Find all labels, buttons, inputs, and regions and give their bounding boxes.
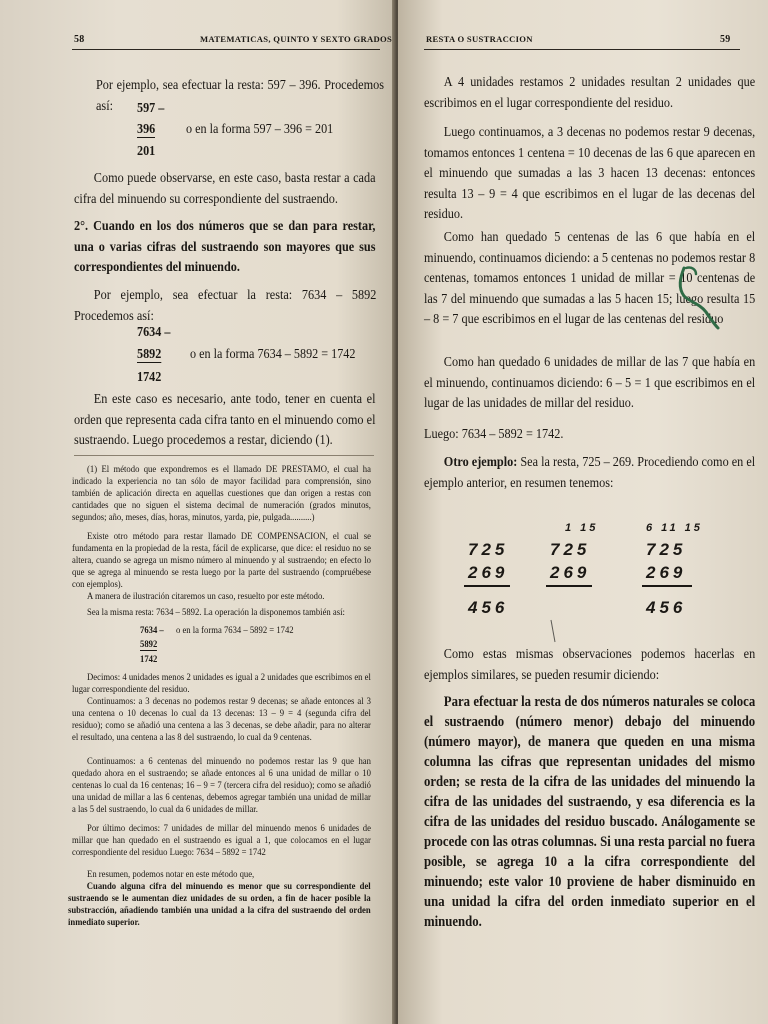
fn-ex-subtrahend: 5892 [140, 638, 157, 651]
sub1-result: 456 [468, 598, 509, 617]
left-header-rule [72, 49, 380, 50]
left-after-ex2: En este caso es necesario, ante todo, tener en cuenta el orden que representa cada cifra tanto en el minuendo como el sustraendo. Luego procedemos a restar, diciendo (1). [74, 391, 376, 447]
left-intro: Por ejemplo, sea efectuar la resta: 597 – 396. Procedemos así: [96, 77, 384, 113]
sub3-line [642, 585, 692, 587]
left-running-head: MATEMATICAS, QUINTO Y SEXTO GRADOS [200, 34, 393, 44]
right-p1: A 4 unidades restamos 2 unidades resultan 2 unidades que escribimos en el lugar correspondiente del residuo. [424, 74, 756, 110]
sub3-minuend: 725 [646, 540, 687, 559]
ex1-result: 201 [137, 143, 156, 158]
sub2-subtrahend: 269 [550, 563, 591, 582]
ex1-subtrahend: 396 [137, 121, 156, 136]
footnote-p9: En resumen, podemos notar en este método que, [87, 869, 255, 879]
left-page-number: 58 [74, 34, 85, 45]
ex2-result: 1742 [137, 369, 162, 384]
footnote-p8: Por último decimos: 7 unidades de millar del minuendo menos 6 unidades de millar que han quedado en el sustraendo es igual a 1, que colocamos en el lugar correspondiente del residuo Luego: 7634 – 5892 = 1742 [72, 823, 371, 858]
footnote-p10: Cuando alguna cifra del minuendo es menor que su correspondiente del sustraendo se le aumentan diez unidades de su orden, a fin de hacer posible la substracción, añadiendo también una unidad a la cifra del sustraendo del orden inmediato superior. [68, 881, 371, 928]
green-checkmark-icon [670, 262, 726, 332]
pencil-mark-icon [548, 618, 558, 644]
sub1-minuend: 725 [468, 540, 509, 559]
sub1-line [464, 585, 510, 587]
sub1-subtrahend: 269 [468, 563, 509, 582]
footnote-p5: Decimos: 4 unidades menos 2 unidades es igual a 2 unidades que escribimos en el lugar correspondiente del residuo. [72, 672, 371, 695]
fn-ex-result: 1742 [140, 654, 158, 664]
footnote-p2: Existe otro método para restar llamado DE COMPENSACION, el cual se fundamenta en la propiedad de la resta, fácil de explicarse, que dice: el residuo no se altera, cuando se agrega un mismo número al minuendo y al sustraendo; en efecto lo que se agrega al minuendo se resta luego por la parte del sustraendo (compruébese con ejemplos). [72, 531, 371, 590]
right-running-head: RESTA O SUSTRACCION [426, 34, 533, 44]
sub2-line [546, 585, 592, 587]
left-after-ex1: Como puede observarse, en este caso, basta restar a cada cifra del minuendo su correspondiente del sustraendo. [74, 170, 376, 206]
footnote-separator [74, 455, 374, 456]
footnote-p3: A manera de ilustración citaremos un caso, resuelto por este método. [87, 591, 325, 601]
right-otro-ejemplo: Otro ejemplo: Sea la resta, 725 – 269. Procediendo como en el ejemplo anterior, en resumen tenemos: [424, 454, 756, 490]
right-p4: Como han quedado 6 unidades de millar de las 7 que había en el minuendo, continuamos diciendo: 6 – 5 = 1 que escribimos en el lugar de las unidades de millar del residuo. [424, 354, 756, 410]
right-page-number: 59 [720, 34, 731, 45]
sub2-minuend: 725 [550, 540, 591, 559]
fn-ex-minuend: 7634 – [140, 625, 164, 635]
right-p3: Como han quedado 5 centenas de las 6 que había en el minuendo, continuamos diciendo: a 5 centenas no podemos restar 8 centenas, tomamos entonces 1 unidad de millar = 10 centenas de las 7 del minuendo que sumadas a las 5 hacen 15; luego resulta 15 – 8 = 7 que escribimos en el lugar de las centenas del residuo [424, 229, 756, 326]
right-summary-rule: Para efectuar la resta de dos números naturales se coloca el sustraendo (número menor) debajo del minuendo (número mayor), de manera que queden en una misma columna las cifras que representan unidades del mismo orden; se resta de la cifra de las unidades del minuendo la cifra de las unidades del sustraendo, y esa diferencia es la cifra de las unidades del residuo buscado. Análogamente se procede con las otras columnas. Si una resta parcial no fuera posible, se agrega 10 a la cifra correspondiente del minuendo; este valor 10 proviene de haber disminuido en una unidad la cifra del orden inmediato superior en el minuendo. [424, 694, 756, 930]
ex2-minuend: 7634 – [137, 324, 171, 339]
sub3-result: 456 [646, 598, 687, 617]
footnote-p7: Continuamos: a 6 centenas del minuendo no podemos restar las 9 que han quedado ahora en el sustraendo; se añade entonces al 6 una unidad de millar o 10 centenas lo cual da 16 centenas; 16 – 9 = 7 (tercera cifra del residuo); como se añadió una unidad de millar a las 6 centenas, debemos agregar también una unidad de millar a las 5 del sustraendo, lo cual da 6 unidades de millar. [72, 756, 371, 815]
footnote-p6: Continuamos: a 3 decenas no podemos restar 9 decenas; se añade entonces al 3 una centena o 10 decenas lo cual da 13 decenas: 13 – 9 = 4 (segunda cifra del residuo); como se añadió una centena a las 3 decenas, se debe añadir, para no alterar el resultado, una centena a las 8 del sustraendo, lo cual da 9 centenas. [72, 696, 371, 743]
case2-intro: Por ejemplo, sea efectuar la resta: 7634 – 5892 Procedemos así: [74, 287, 377, 323]
ex1-inline-form: o en la forma 597 – 396 = 201 [186, 121, 334, 136]
right-luego: Luego: 7634 – 5892 = 1742. [424, 426, 564, 441]
ex2-inline-form: o en la forma 7634 – 5892 = 1742 [190, 346, 356, 361]
sub3-borrow: 6 11 15 [646, 522, 703, 534]
right-p2: Luego continuamos, a 3 decenas no podemos restar 9 decenas, tomamos entonces 1 centena = 10 decenas de las 6 que aparecen en el minuendo que sumadas a las 3 hacen 13 decenas: entonces resulta 13 – 9 = 4 que escribimos en el lugar de las decenas del residuo. [424, 124, 756, 221]
ex2-subtrahend: 5892 [137, 346, 162, 361]
case2-heading: 2°. Cuando en los dos números que se dan para restar, una o varias cifras del sustraendo son mayores que sus correspondientes del minuendo. [74, 218, 376, 274]
right-p5: Como estas mismas observaciones podemos hacerlas en ejemplos similares, se pueden resumir diciendo: [424, 646, 756, 682]
fn-ex-inline-form: o en la forma 7634 – 5892 = 1742 [176, 625, 294, 635]
sub3-subtrahend: 269 [646, 563, 687, 582]
footnote-p4: Sea la misma resta: 7634 – 5892. La operación la disponemos también así: [87, 607, 345, 617]
ex1-minuend: 597 – [137, 100, 165, 115]
right-page [398, 0, 768, 1024]
sub2-borrow: 1 15 [565, 522, 599, 534]
footnote-p1: (1) El método que expondremos es el llamado DE PRESTAMO, el cual ha indicado la experiencia no tan sólo de mayor facilidad para comprensión, sino también de aplicación directa en aquellas cuestiones que dan origen a restas con cantidades que no siguen el sistema decimal de numeración (grados minutos, segundos; año, meses, días, horas, minutos, yarda, pie, pulgada..........) [72, 464, 371, 523]
right-header-rule [424, 49, 740, 50]
